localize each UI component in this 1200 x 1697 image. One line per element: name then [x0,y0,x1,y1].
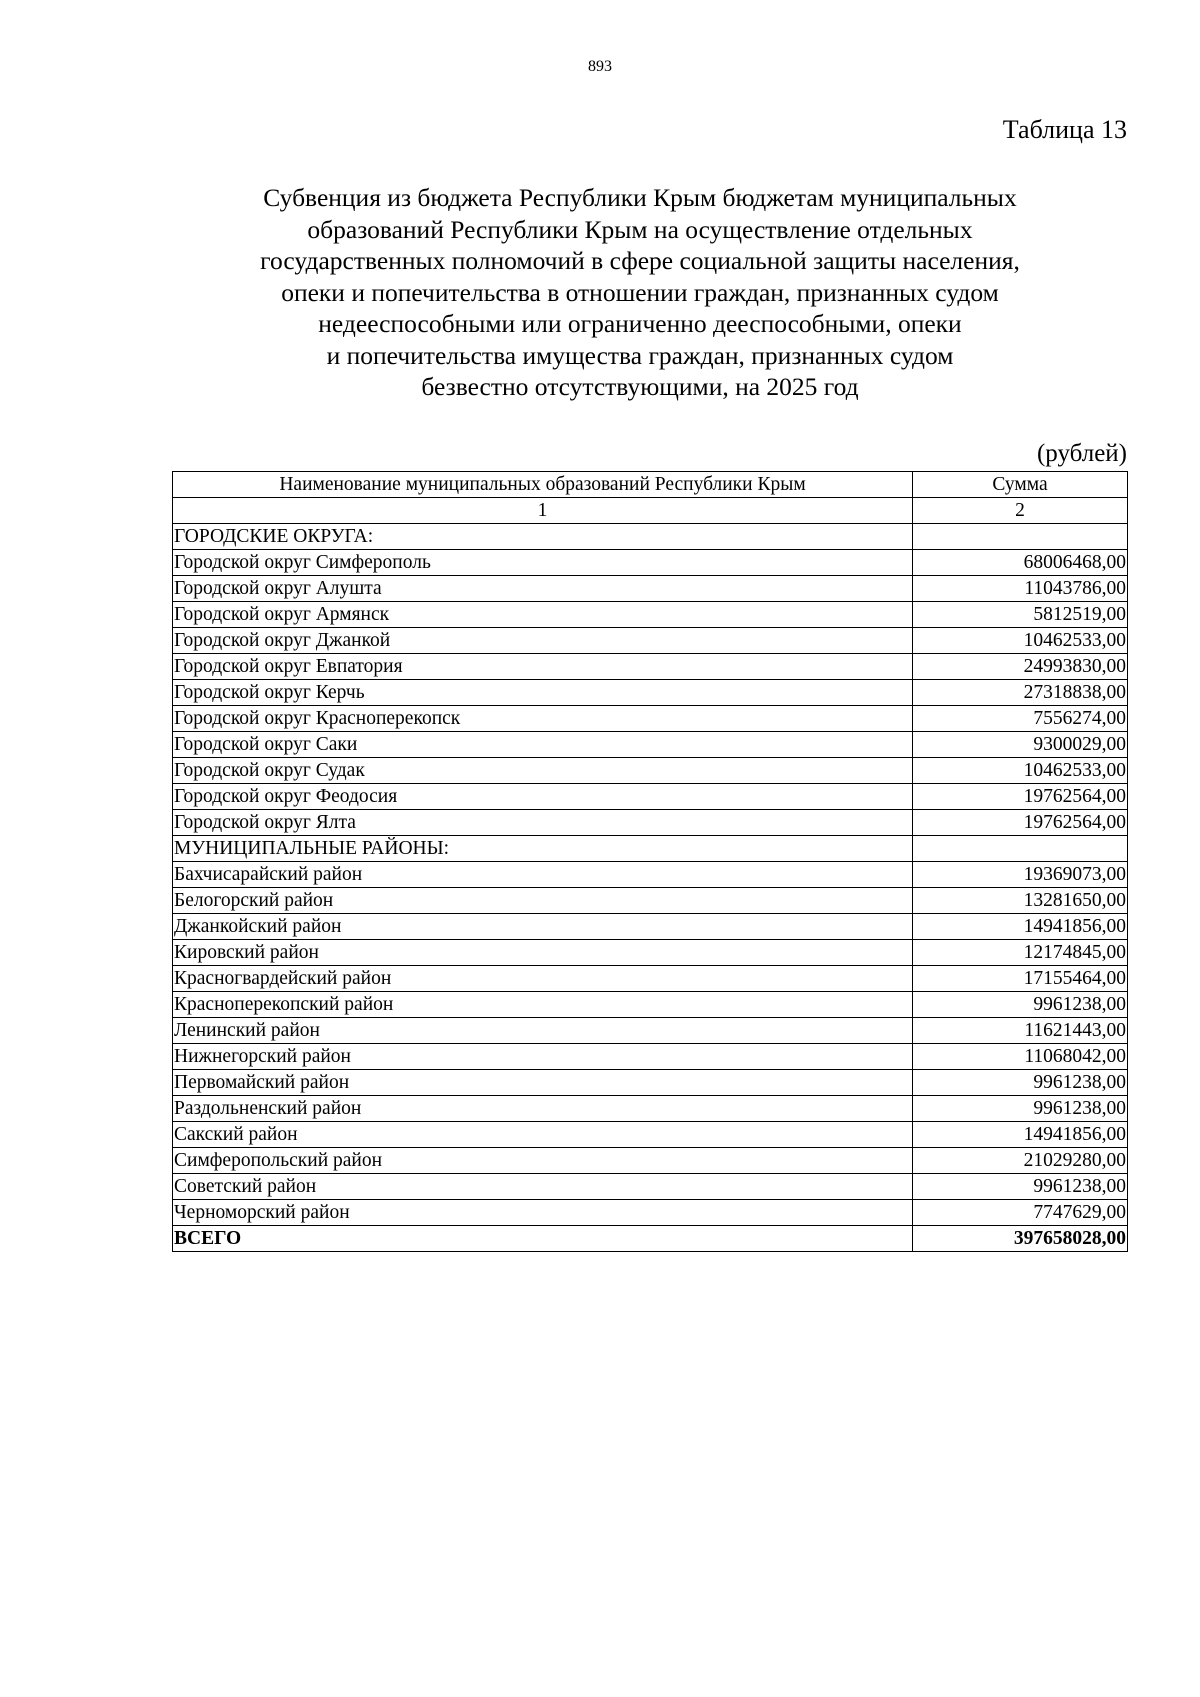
table-row [173,1070,1128,1096]
header-row [173,472,1128,498]
row-sum: 12174845,00 [913,940,1128,966]
title-line: и попечительства имущества граждан, признанных судом [326,340,954,370]
table-row [173,1018,1128,1044]
row-sum: 9300029,00 [913,732,1128,758]
table-row [173,862,1128,888]
row-sum: 19369073,00 [913,862,1128,888]
table-row [173,550,1128,576]
table-row [173,1122,1128,1148]
row-sum [913,836,1128,862]
units-label: (рублей) [1036,440,1127,467]
table-row [173,1200,1128,1226]
row-name: Симферопольский район [173,1148,913,1174]
table-row [173,576,1128,602]
row-name: Советский район [173,1174,913,1200]
row-sum: 9961238,00 [913,1070,1128,1096]
page-number: 893 [588,58,612,75]
row-name: Раздольненский район [173,1096,913,1122]
row-name: Городской округ Феодосия [173,784,913,810]
table-row [173,1096,1128,1122]
title-line: недееспособными или ограниченно дееспособными, опеки [318,309,962,338]
row-name: Красноперекопский район [173,992,913,1018]
row-sum: 11621443,00 [913,1018,1128,1044]
table-row [173,1174,1128,1200]
header-sum: Сумма [913,472,1128,498]
title-line: Субвенция из бюджета Республики Крым бюджетам муниципальных [263,183,1017,212]
row-name: Городской округ Судак [173,758,913,784]
row-sum [913,524,1128,550]
table-row [173,732,1128,758]
table-row [173,836,1128,862]
total-row [173,1226,1128,1252]
column-number: 1 [173,498,913,524]
row-sum: 17155464,00 [913,966,1128,992]
row-sum: 10462533,00 [913,628,1128,654]
row-name: Белогорский район [173,888,913,914]
row-name: Черноморский район [173,1200,913,1226]
row-name: Ленинский район [173,1018,913,1044]
row-name: Городской округ Алушта [173,576,913,602]
table-row [173,654,1128,680]
table-label: Таблица 13 [1002,115,1127,144]
row-sum: 9961238,00 [913,992,1128,1018]
row-sum: 9961238,00 [913,1174,1128,1200]
row-name: Городской округ Керчь [173,680,913,706]
row-name: Городской округ Симферополь [173,550,913,576]
row-sum: 7747629,00 [913,1200,1128,1226]
table-row [173,524,1128,550]
row-name: МУНИЦИПАЛЬНЫЕ РАЙОНЫ: [173,836,913,862]
row-sum: 27318838,00 [913,680,1128,706]
table-row [173,602,1128,628]
row-name: ГОРОДСКИЕ ОКРУГА: [173,524,913,550]
row-sum: 10462533,00 [913,758,1128,784]
subvention-table [172,471,1128,1252]
row-name: Городской округ Саки [173,732,913,758]
document-title [160,182,1120,403]
row-sum: 19762564,00 [913,810,1128,836]
total-label: ВСЕГО [173,1226,913,1252]
row-name: Джанкойский район [173,914,913,940]
table-row [173,940,1128,966]
table-body [173,524,1128,1226]
row-sum: 14941856,00 [913,914,1128,940]
row-name: Городской округ Евпатория [173,654,913,680]
row-sum: 19762564,00 [913,784,1128,810]
title-line: безвестно отсутствующими, на 2025 год [421,372,859,401]
table-row [173,784,1128,810]
row-name: Кировский район [173,940,913,966]
row-sum: 24993830,00 [913,654,1128,680]
column-number-row [173,498,1128,524]
row-name: Бахчисарайский район [173,862,913,888]
header-name: Наименование муниципальных образований Республики Крым [173,472,913,498]
row-name: Городской округ Джанкой [173,628,913,654]
table-row [173,1044,1128,1070]
row-sum: 5812519,00 [913,602,1128,628]
table-row [173,680,1128,706]
table-row [173,810,1128,836]
table-row [173,888,1128,914]
row-sum: 13281650,00 [913,888,1128,914]
table-row [173,706,1128,732]
row-sum: 7556274,00 [913,706,1128,732]
table-row [173,628,1128,654]
table-row [173,1148,1128,1174]
row-name: Городской округ Ялта [173,810,913,836]
row-name: Сакский район [173,1122,913,1148]
row-sum: 9961238,00 [913,1096,1128,1122]
row-sum: 14941856,00 [913,1122,1128,1148]
row-name: Городской округ Армянск [173,602,913,628]
table-row [173,914,1128,940]
row-name: Красногвардейский район [173,966,913,992]
row-name: Первомайский район [173,1070,913,1096]
table-row [173,758,1128,784]
row-sum: 68006468,00 [913,550,1128,576]
table-row [173,966,1128,992]
row-sum: 11068042,00 [913,1044,1128,1070]
row-sum: 21029280,00 [913,1148,1128,1174]
row-name: Городской округ Красноперекопск [173,706,913,732]
row-sum: 11043786,00 [913,576,1128,602]
total-sum: 397658028,00 [913,1226,1128,1252]
title-line: образований Республики Крым на осуществление отдельных [307,214,973,244]
column-number: 2 [913,498,1128,524]
row-name: Нижнегорский район [173,1044,913,1070]
title-line: государственных полномочий в сфере социальной защиты населения, [260,246,1020,275]
title-line: опеки и попечительства в отношении граждан, признанных судом [281,277,999,307]
table-row [173,992,1128,1018]
